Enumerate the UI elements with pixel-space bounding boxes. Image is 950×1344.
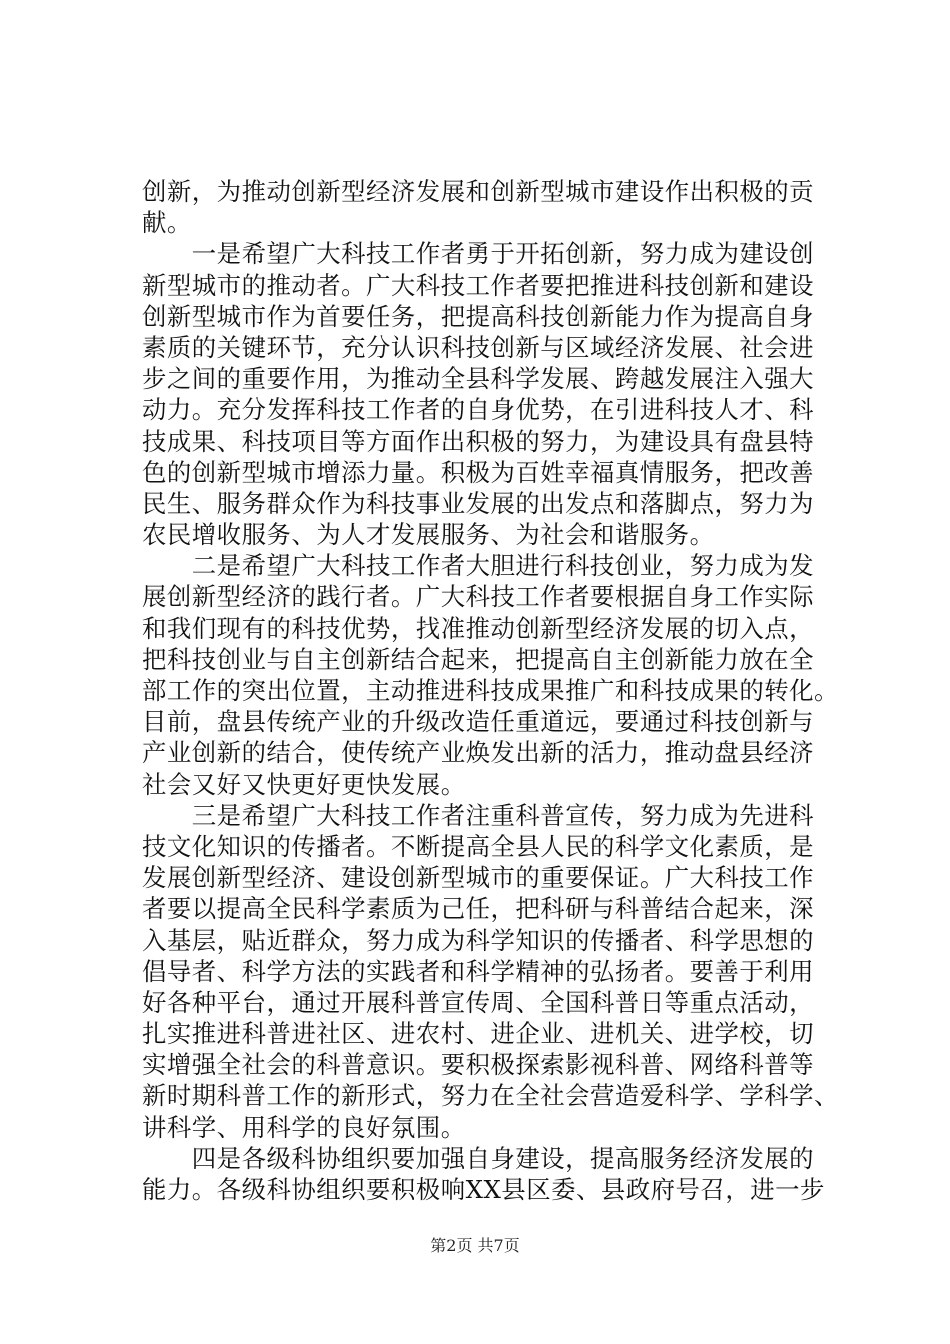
text-line: 社会又好又快更好更快发展。 — [142, 769, 466, 799]
text-line: 三是希望广大科技工作者注重科普宣传，努力成为先进科 — [142, 800, 815, 830]
text-line: 二是希望广大科技工作者大胆进行科技创业，努力成为发 — [142, 551, 815, 581]
page-footer: 第2页 共7页 — [430, 1236, 520, 1255]
text-line: 创新，为推动创新型经济发展和创新型城市建设作出积极的贡 — [142, 177, 815, 206]
text-line: 发展创新型经济、建设创新型城市的重要保证。广大科技工作 — [142, 863, 815, 893]
text-line: 实增强全社会的科普意识。要积极探索影视科普、网络科普等 — [142, 1050, 815, 1080]
text-line: 四是各级科协组织要加强自身建设，提高服务经济发展的 — [142, 1143, 815, 1173]
text-line: 一是希望广大科技工作者勇于开拓创新，努力成为建设创 — [142, 239, 815, 269]
text-line: 民生、服务群众作为科技事业发展的出发点和落脚点，努力为 — [142, 488, 815, 518]
text-line: 好各种平台，通过开展科普宣传周、全国科普日等重点活动， — [142, 987, 815, 1017]
text-line: 展创新型经济的践行者。广大科技工作者要根据自身工作实际 — [142, 582, 815, 612]
text-line: 色的创新型城市增添力量。积极为百姓幸福真情服务，把改善 — [142, 457, 815, 487]
text-line: 者要以提高全民科学素质为己任，把科研与科普结合起来，深 — [142, 894, 815, 924]
text-line: 讲科学、用科学的良好氛围。 — [142, 1112, 466, 1142]
text-line: 农民增收服务、为人才发展服务、为社会和谐服务。 — [142, 520, 715, 550]
text-line: 步之间的重要作用，为推动全县科学发展、跨越发展注入强大 — [142, 364, 815, 394]
text-line: 能力。各级科协组织要积极响XX县区委、县政府号召，进一步 — [142, 1175, 825, 1204]
text-line: 部工作的突出位置，主动推进科技成果推广和科技成果的转化。 — [142, 676, 839, 705]
text-line: 扎实推进科普进社区、进农村、进企业、进机关、进学校，切 — [142, 1019, 815, 1049]
text-line: 入基层，贴近群众，努力成为科学知识的传播者、科学思想的 — [142, 925, 815, 955]
text-line: 新型城市的推动者。广大科技工作者要把推进科技创新和建设 — [142, 270, 815, 300]
text-line: 动力。充分发挥科技工作者的自身优势，在引进科技人才、科 — [142, 395, 815, 425]
text-line: 目前，盘县传统产业的升级改造任重道远，要通过科技创新与 — [142, 707, 815, 737]
text-line: 新时期科普工作的新形式，努力在全社会营造爱科学、学科学、 — [142, 1081, 839, 1111]
body-text — [142, 176, 862, 1205]
text-line: 把科技创业与自主创新结合起来，把提高自主创新能力放在全 — [142, 644, 815, 674]
text-line: 素质的关键环节，充分认识科技创新与区域经济发展、社会进 — [142, 332, 815, 362]
text-line: 产业创新的结合，使传统产业焕发出新的活力，推动盘县经济 — [142, 738, 815, 768]
text-line: 技文化知识的传播者。不断提高全县人民的科学文化素质，是 — [142, 831, 815, 861]
text-line: 和我们现有的科技优势，找准推动创新型经济发展的切入点， — [142, 613, 815, 643]
text-line: 献。 — [142, 208, 192, 238]
text-line: 技成果、科技项目等方面作出积极的努力，为建设具有盘县特 — [142, 426, 815, 456]
text-line: 创新型城市作为首要任务，把提高科技创新能力作为提高自身 — [142, 301, 815, 331]
text-line: 倡导者、科学方法的实践者和科学精神的弘扬者。要善于利用 — [142, 956, 815, 986]
